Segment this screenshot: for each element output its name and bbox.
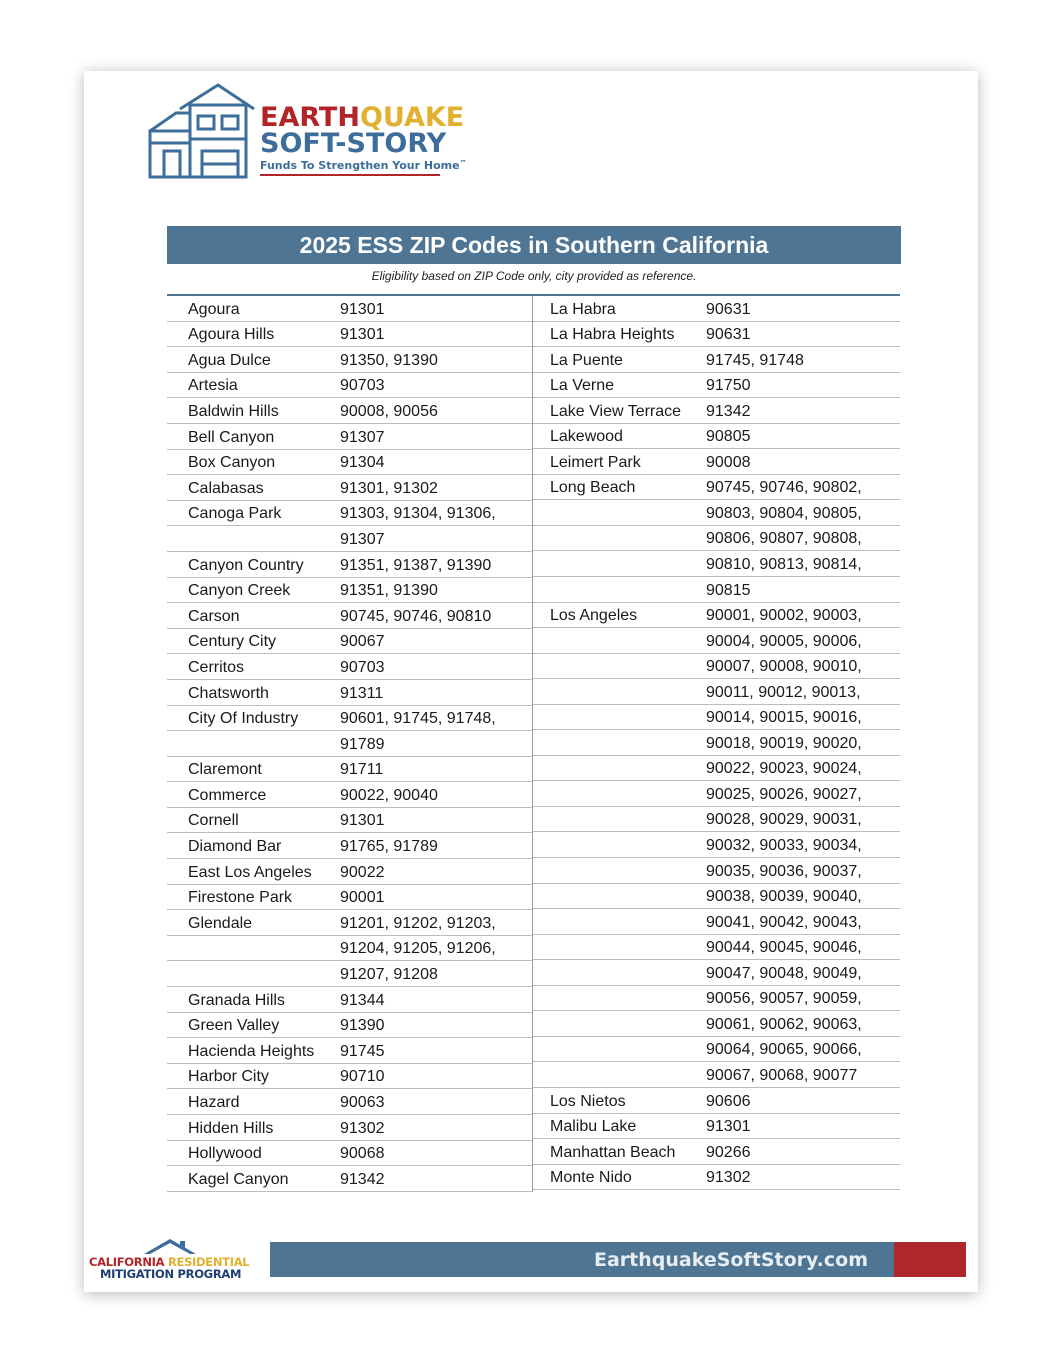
zip-codes: 90067 [340, 633, 385, 651]
zip-codes: 90008, 90056 [340, 402, 438, 420]
city-name: Agua Dulce [188, 351, 271, 369]
table-row [533, 858, 900, 884]
zip-codes: 91390 [340, 1017, 385, 1035]
zip-codes: 90056, 90057, 90059, [706, 990, 862, 1008]
zip-codes: 90011, 90012, 90013, [706, 683, 861, 701]
city-name: Malibu Lake [550, 1118, 637, 1136]
city-name: Leimert Park [550, 453, 641, 471]
zip-codes: 90022, 90023, 90024, [706, 760, 862, 778]
city-name: Canyon Creek [188, 582, 291, 600]
table-row [167, 731, 532, 757]
city-name: La Habra [550, 300, 616, 318]
table-row [167, 833, 532, 859]
table-row [167, 1141, 532, 1167]
zip-codes: 91342 [340, 1170, 385, 1188]
table-row [167, 1064, 532, 1090]
table-row [533, 1139, 900, 1165]
city-name: Green Valley [188, 1017, 280, 1035]
table-row [533, 807, 900, 833]
city-name: Los Nietos [550, 1092, 626, 1110]
table-row [533, 577, 900, 603]
city-name: Cornell [188, 812, 239, 830]
city-name: Claremont [188, 761, 262, 779]
city-name: Harbor City [188, 1068, 269, 1086]
city-name: Glendale [188, 914, 253, 932]
city-name: Hazard [188, 1094, 240, 1111]
earthquake-soft-story-logo [146, 83, 466, 183]
city-name: Hollywood [188, 1145, 262, 1163]
table-row [167, 398, 532, 424]
zip-table-right-column [533, 296, 900, 1190]
zip-codes: 90025, 90026, 90027, [706, 785, 862, 803]
zip-codes: 90014, 90015, 90016, [706, 709, 862, 727]
zip-codes: 90806, 90807, 90808, [706, 530, 862, 548]
city-name: Chatsworth [188, 684, 269, 702]
zip-codes: 91311 [340, 684, 384, 702]
table-row [167, 654, 532, 680]
city-name: La Puente [550, 351, 623, 369]
zip-codes: 91303, 91304, 91306, [340, 505, 496, 523]
city-name: Commerce [188, 786, 267, 804]
city-name: Diamond Bar [188, 838, 282, 856]
city-name: Calabasas [188, 479, 264, 497]
table-row [167, 859, 532, 885]
zip-codes: 91201, 91202, 91203, [340, 914, 496, 932]
table-row [533, 526, 900, 552]
zip-codes: 91351, 91390 [340, 582, 438, 600]
table-row [167, 450, 532, 476]
zip-codes: 90745, 90746, 90802, [706, 479, 862, 497]
page-subtitle: Eligibility based on ZIP Code only, city provided as reference. [371, 269, 697, 283]
table-row [533, 756, 900, 782]
zip-codes: 90631 [706, 300, 751, 318]
city-name: Cerritos [188, 658, 245, 676]
page-title: 2025 ESS ZIP Codes in Southern California [167, 226, 901, 264]
zip-codes: 90606 [706, 1092, 751, 1110]
table-row [533, 1088, 900, 1114]
zip-codes: 91350, 91390 [340, 351, 438, 369]
city-name: Hidden Hills [188, 1119, 274, 1137]
table-row [167, 936, 532, 962]
table-row [167, 347, 532, 373]
city-name: Bell Canyon [188, 428, 275, 446]
crmp-line-mitigation: MITIGATION PROGRAM [100, 1267, 242, 1281]
zip-codes: 90047, 90048, 90049, [706, 964, 862, 982]
table-row [533, 1114, 900, 1140]
zip-codes: 90001, 90002, 90003, [706, 607, 862, 625]
city-name: Carson [188, 607, 240, 625]
zip-codes: 90022, 90040 [340, 786, 438, 804]
city-name: East Los Angeles [188, 863, 312, 881]
table-row [167, 603, 532, 629]
table-row [533, 960, 900, 986]
table-row [167, 1089, 532, 1115]
table-row [167, 629, 532, 655]
zip-codes: 90032, 90033, 90034, [706, 837, 862, 855]
zip-codes: 91302 [340, 1119, 385, 1137]
zip-codes: 91342 [706, 402, 751, 420]
table-row [533, 832, 900, 858]
table-row [167, 552, 532, 578]
zip-codes: 91301, 91302 [340, 479, 438, 497]
city-name: Long Beach [550, 479, 636, 497]
table-row [167, 1038, 532, 1064]
footer-red-block [894, 1242, 966, 1277]
city-name: Kagel Canyon [188, 1170, 289, 1188]
city-name: City Of Industry [188, 710, 299, 728]
zip-codes: 90038, 90039, 90040, [706, 888, 862, 906]
zip-codes: 91789 [340, 735, 385, 753]
table-row [533, 603, 900, 629]
table-row [533, 679, 900, 705]
logo-trademark: ™ [459, 159, 467, 167]
crmp-word-california: CALIFORNIA [89, 1255, 165, 1269]
zip-codes: 91304 [340, 454, 385, 472]
table-row [533, 398, 900, 424]
zip-codes: 90008 [706, 453, 751, 471]
table-row [167, 296, 532, 322]
table-row [167, 961, 532, 987]
zip-codes: 91307 [340, 530, 385, 548]
zip-codes: 91301 [340, 300, 385, 318]
zip-codes: 90601, 91745, 91748, [340, 710, 496, 728]
table-row [533, 705, 900, 731]
city-name: Hacienda Heights [188, 1042, 315, 1060]
city-name: La Verne [550, 377, 615, 395]
zip-codes: 90068 [340, 1145, 385, 1163]
table-row [167, 526, 532, 552]
table-row [167, 1115, 532, 1141]
table-row [533, 322, 900, 348]
table-row [533, 986, 900, 1012]
zip-codes: 90028, 90029, 90031, [706, 811, 862, 829]
zip-codes: 91207, 91208 [340, 966, 438, 984]
table-row [167, 373, 532, 399]
table-row [167, 910, 532, 936]
logo-word-quake: QUAKE [359, 102, 465, 133]
zip-codes: 90018, 90019, 90020, [706, 734, 862, 752]
zip-codes: 91301 [706, 1118, 751, 1136]
zip-codes: 91351, 91387, 91390 [340, 556, 492, 574]
table-row [167, 987, 532, 1013]
logo-word-softstory: SOFT-STORY [260, 128, 447, 159]
zip-codes: 90266 [706, 1143, 751, 1161]
city-name: Monte Nido [550, 1169, 632, 1187]
zip-codes: 91344 [340, 991, 385, 1009]
city-name: Baldwin Hills [188, 402, 279, 420]
zip-codes: 90061, 90062, 90063, [706, 1015, 862, 1033]
table-row [167, 757, 532, 783]
zip-codes: 90703 [340, 658, 385, 676]
zip-codes: 91301 [340, 812, 385, 830]
roof-icon [140, 1236, 200, 1256]
zip-codes: 91302 [706, 1169, 751, 1187]
table-row [167, 322, 532, 348]
table-row [533, 730, 900, 756]
table-row [533, 884, 900, 910]
logo-tagline: Funds To Strengthen Your Home [260, 159, 460, 172]
table-row [533, 1011, 900, 1037]
zip-codes: 90022 [340, 863, 385, 881]
table-row [167, 475, 532, 501]
zip-codes: 90064, 90065, 90066, [706, 1041, 862, 1059]
table-row [533, 628, 900, 654]
city-name: Lake View Terrace [550, 402, 682, 420]
table-row [533, 654, 900, 680]
zip-codes: 91307 [340, 428, 385, 446]
table-row [533, 1165, 900, 1191]
table-row [533, 296, 900, 322]
table-row [167, 680, 532, 706]
city-name: Los Angeles [550, 607, 638, 625]
table-row [533, 424, 900, 450]
table-row [533, 781, 900, 807]
zip-codes: 90631 [706, 326, 751, 344]
city-name: Agoura Hills [188, 326, 275, 344]
city-name: Granada Hills [188, 991, 285, 1009]
zip-codes: 91711 [340, 761, 384, 779]
city-name: Canyon Country [188, 556, 304, 574]
zip-codes: 91745, 91748 [706, 351, 804, 369]
city-name: Artesia [188, 377, 238, 395]
zip-codes: 91750 [706, 377, 751, 395]
table-row [167, 424, 532, 450]
zip-codes: 90004, 90005, 90006, [706, 632, 862, 650]
table-row [533, 1037, 900, 1063]
zip-table-left-column [167, 296, 532, 1192]
zip-codes: 91204, 91205, 91206, [340, 940, 496, 958]
city-name: Century City [188, 633, 277, 651]
table-row [533, 1062, 900, 1088]
city-name: Lakewood [550, 428, 623, 446]
zip-codes: 90044, 90045, 90046, [706, 939, 862, 957]
zip-codes: 90067, 90068, 90077 [706, 1066, 858, 1084]
footer-url-bar [270, 1242, 896, 1277]
table-row [167, 1013, 532, 1039]
city-name: Manhattan Beach [550, 1143, 676, 1161]
table-row [533, 475, 900, 501]
footer-url: EarthquakeSoftStory.com [594, 1248, 868, 1271]
city-name: La Habra Heights [550, 326, 675, 344]
table-row [533, 935, 900, 961]
zip-codes: 91301 [340, 326, 385, 344]
table-row [533, 551, 900, 577]
table-row [533, 909, 900, 935]
table-row [167, 578, 532, 604]
table-row [167, 706, 532, 732]
table-row [533, 373, 900, 399]
table-row [533, 347, 900, 373]
zip-codes: 90805 [706, 428, 751, 446]
logo-underline [260, 174, 440, 176]
zip-codes: 90703 [340, 377, 385, 395]
zip-codes: 90041, 90042, 90043, [706, 913, 862, 931]
zip-codes: 90007, 90008, 90010, [706, 658, 862, 676]
zip-codes: 91765, 91789 [340, 838, 438, 856]
zip-codes: 90710 [340, 1068, 385, 1086]
zip-codes: 90001 [340, 889, 385, 907]
house-icon [146, 83, 256, 183]
table-row [533, 500, 900, 526]
table-row [167, 1166, 532, 1192]
zip-codes: 91745 [340, 1042, 385, 1060]
crmp-word-residential: RESIDENTIAL [167, 1255, 250, 1269]
table-row [167, 808, 532, 834]
zip-codes: 90810, 90813, 90814, [706, 556, 862, 574]
zip-codes: 90035, 90036, 90037, [706, 862, 862, 880]
table-row [167, 501, 532, 527]
city-name: Firestone Park [188, 889, 293, 907]
city-name: Box Canyon [188, 454, 276, 472]
zip-codes: 90745, 90746, 90810 [340, 607, 492, 625]
city-name: Canoga Park [188, 505, 282, 523]
table-row [167, 782, 532, 808]
city-name: Agoura [188, 300, 240, 318]
table-row [167, 885, 532, 911]
zip-codes: 90815 [706, 581, 751, 599]
crmp-logo [88, 1236, 258, 1282]
zip-codes: 90803, 90804, 90805, [706, 504, 862, 522]
logo-word-earth: EARTH [260, 102, 360, 133]
zip-codes: 90063 [340, 1094, 385, 1111]
table-row [533, 449, 900, 475]
